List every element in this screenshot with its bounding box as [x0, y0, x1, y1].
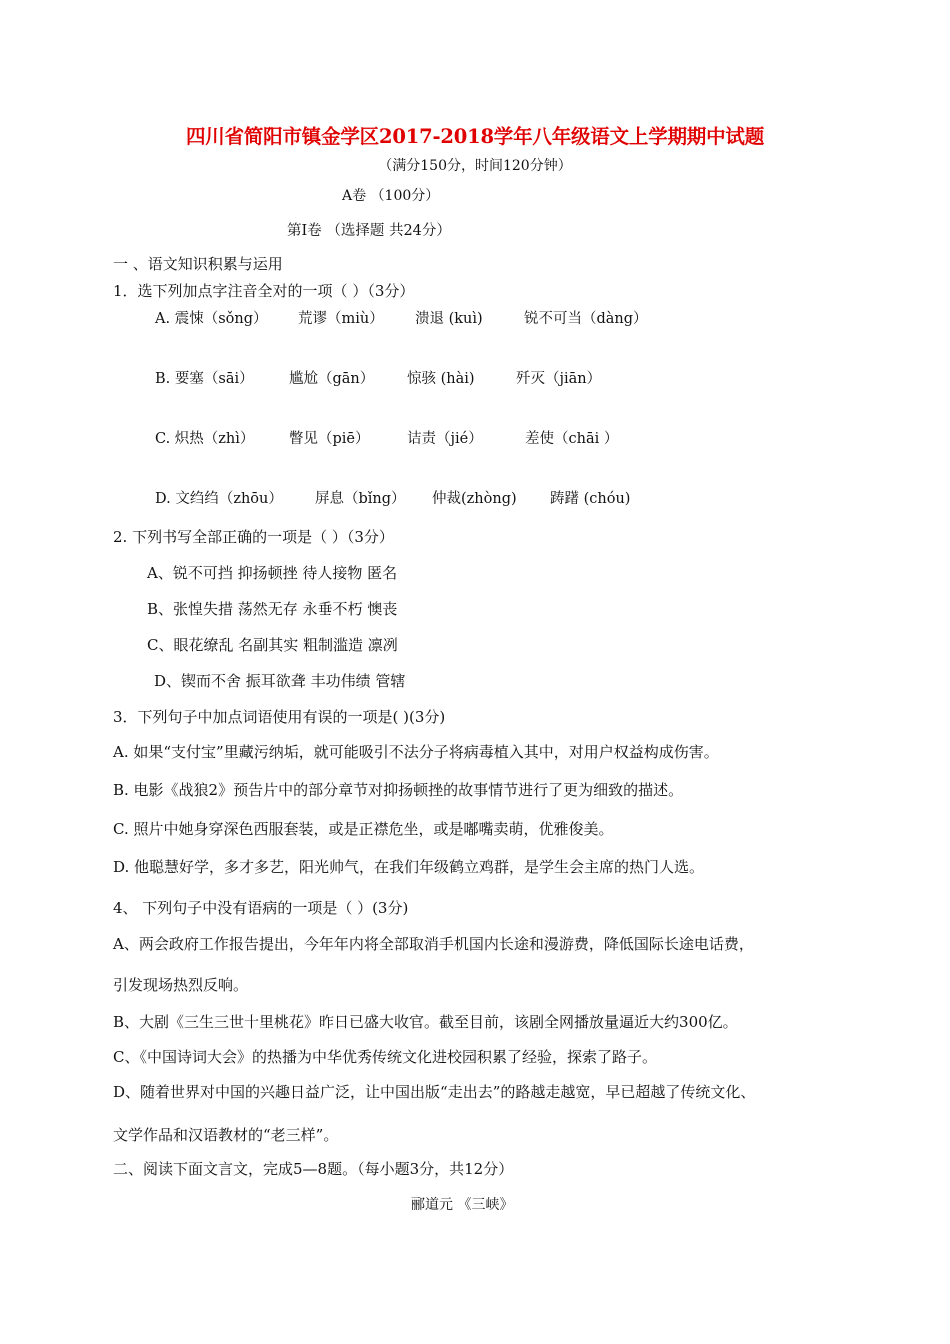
q1-option-a-4: 锐不可当（dàng）	[524, 311, 648, 327]
q1-option-a-2: 荒谬（miù）	[298, 311, 384, 327]
q3-option-b: B. 电影《战狼2》预告片中的部分章节对抑扬顿挫的故事情节进行了更为细致的描述。	[113, 781, 684, 799]
q1-option-a-3: 溃退 (kuì)	[415, 311, 483, 327]
q1-option-d-4: 踌躇 (chóu)	[550, 491, 631, 507]
question-2-stem: 2. 下列书写全部正确的一项是（ ）（3分）	[113, 528, 394, 546]
q2-option-b: B、张惶失措 荡然无存 永垂不朽 懊丧	[147, 600, 398, 618]
q4-option-a-cont: 引发现场热烈反响。	[113, 976, 249, 994]
q1-option-c-3: 诘责（jié）	[407, 431, 483, 447]
q3-option-c: C. 照片中她身穿深色西服套装，或是正襟危坐，或是嘟嘴卖萌，优雅俊美。	[113, 820, 614, 838]
q1-option-b-4: 歼灭（jiān）	[516, 371, 602, 387]
part-one-label: 第Ⅰ卷 （选择题 共24分）	[287, 223, 451, 239]
q3-option-d: D. 他聪慧好学，多才多艺，阳光帅气，在我们年级鹤立鸡群，是学生会主席的热门人选。	[113, 858, 705, 876]
q4-option-b: B、大剧《三生三世十里桃花》昨日已盛大收官。截至目前，该剧全网播放量逼近大约300亿。	[113, 1013, 738, 1031]
q3-option-a: A. 如果“支付宝”里藏污纳垢，就可能吸引不法分子将病毒植入其中，对用户权益构成伤害。	[113, 743, 719, 761]
document-title: 四川省简阳市镇金学区2017-2018学年八年级语文上学期期中试题	[185, 125, 765, 148]
q1-option-c-4: 差使（chāi ）	[525, 431, 619, 447]
passage-title: 郦道元 《三峡》	[411, 1197, 514, 1213]
q2-option-a: A、锐不可挡 抑扬顿挫 待人接物 匿名	[147, 564, 398, 582]
q1-option-d-3: 仲裁(zhòng)	[432, 491, 517, 507]
question-1-stem: 1．选下列加点字注音全对的一项（ ）（3分）	[113, 282, 415, 300]
q1-option-c-2: 瞥见（piē）	[289, 431, 370, 447]
q1-option-d-1: D. 文绉绉（zhōu）	[155, 491, 283, 507]
q2-option-c: C、眼花缭乱 名副其实 粗制滥造 凛冽	[147, 636, 398, 654]
q4-option-d: D、随着世界对中国的兴趣日益广泛，让中国出版“走出去”的路越走越宽，早已超越了传统文化、	[113, 1083, 756, 1101]
q1-option-a-1: A. 震悚（sǒng）	[155, 311, 268, 327]
section-2-heading: 二、阅读下面文言文，完成5—8题。（每小题3分，共12分）	[113, 1160, 514, 1178]
q4-option-a: A、两会政府工作报告提出，今年年内将全部取消手机国内长途和漫游费，降低国际长途电话费，	[113, 935, 754, 953]
q1-option-b-1: B. 要塞（sāi）	[155, 371, 254, 387]
exam-info: （满分150分，时间120分钟）	[378, 158, 572, 174]
q1-option-d-2: 屏息（bǐng）	[315, 491, 406, 507]
q1-option-b-3: 惊骇 (hài)	[407, 371, 475, 387]
section-1-heading: 一 、语文知识积累与运用	[113, 255, 283, 273]
q1-option-c-1: C. 炽热（zhì）	[155, 431, 255, 447]
question-4-stem: 4、 下列句子中没有语病的一项是（ ）(3分)	[113, 899, 409, 917]
q4-option-d-cont: 文学作品和汉语教材的“老三样”。	[113, 1126, 339, 1144]
q1-option-b-2: 尴尬（gān）	[289, 371, 375, 387]
q4-option-c: C、《中国诗词大会》的热播为中华优秀传统文化进校园积累了经验，探索了路子。	[113, 1048, 657, 1066]
q2-option-d: D、锲而不舍 振耳欲聋 丰功伟绩 管辖	[154, 672, 406, 690]
volume-a-label: A卷 （100分）	[342, 188, 440, 204]
question-3-stem: 3．下列句子中加点词语使用有误的一项是( )(3分)	[113, 708, 446, 726]
